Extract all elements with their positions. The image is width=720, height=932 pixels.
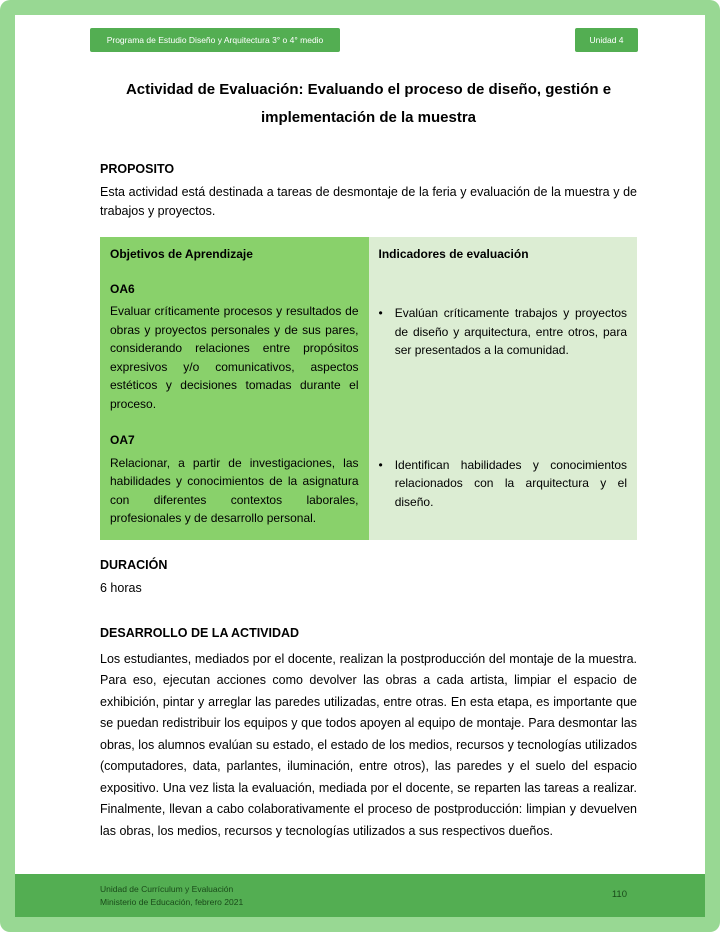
page-title: Actividad de Evaluación: Evaluando el proceso de diseño, gestión e implementación de la muestra (125, 81, 612, 126)
proposito-body: Esta actividad está destinada a tareas de desmontaje de la feria y evaluación de la muestra y de trabajos y proyectos. (100, 185, 637, 218)
header-program-text: Programa de Estudio Diseño y Arquitectura 3° o 4° medio (106, 35, 324, 45)
oa7-code: OA7 (100, 415, 369, 452)
page-number: 110 (611, 889, 627, 901)
oa7-text: Relacionar, a partir de investigaciones, las habilidades y conocimientos de la asignatura con diferentes contextos laborales, profesionales y de desarrollo personal. (100, 452, 369, 540)
header-program-band (90, 28, 340, 52)
duracion-heading: DURACIÓN (100, 557, 168, 572)
header-unit-text: Unidad 4 (589, 35, 624, 45)
table-header-indicadores: Indicadores de evaluación (369, 237, 638, 270)
proposito-heading: PROPOSITO (100, 162, 175, 176)
footer-credits (100, 883, 243, 908)
footer-line2: Ministerio de Educación, febrero 2021 (100, 896, 244, 907)
footer-line1: Unidad de Currículum y Evaluación (100, 884, 234, 894)
indicator-text-2: Identifican habilidades y conocimientos relacionados con la arquitectura y el diseño. (394, 457, 627, 509)
oa6-text: Evaluar críticamente procesos y resultados de obras y proyectos personales y de sus pares, considerando relaciones entre propósitos expresivos y/o comunicativos, aspectos estéticos y decisiones tomadas durante el proceso. (100, 300, 369, 415)
oa-indicators-table (100, 237, 637, 540)
table-header-objetivos: Objetivos de Aprendizaje (100, 237, 369, 270)
header-unit-band (575, 28, 638, 52)
table-cell-empty (369, 270, 638, 301)
table-cell-empty (369, 415, 638, 452)
indicator-item (379, 454, 628, 512)
indicator-text-1: Evalúan críticamente trabajos y proyectos de diseño y arquitectura, entre otros, para ser presentados a la comunidad. (394, 306, 627, 357)
indicator-cell-1 (369, 300, 638, 415)
indicator-cell-2 (369, 452, 638, 540)
desarrollo-body: Los estudiantes, mediados por el docente, realizan la postproducción del montaje de la muestra. Para eso, ejecutan acciones como devolver las obras a cada artista, limpiar el espacio de exhibición, pintar y arreglar las paredes utilizadas, entre otras. En esta etapa, es importante que se puedan redistribuir los equipos y que todos apoyen al equipo de montaje. Para desmontar las obras, los alumnos evalúan su estado, el estado de los medios, recursos y tecnologías utilizados (computadores, data, parlantes, iluminación, entre otros), las paredes y el suelo del espacio expositivo. Una vez lista la evaluación, mediada por el docente, se reparten las tareas a realizar. Finalmente, llevan a cabo colaborativamente el proceso de postproducción: limpian y devuelven las obras, los medios, recursos y tecnologías utilizados a sus respectivos dueños. (100, 651, 637, 838)
bullet-icon: • (378, 306, 383, 320)
desarrollo-heading: DESARROLLO DE LA ACTIVIDAD (100, 625, 300, 640)
indicator-item (379, 302, 628, 360)
bullet-icon: • (378, 457, 383, 472)
oa6-code: OA6 (100, 270, 369, 301)
main-content (100, 160, 637, 842)
duracion-body: 6 horas (100, 580, 142, 595)
page-footer (15, 874, 705, 917)
